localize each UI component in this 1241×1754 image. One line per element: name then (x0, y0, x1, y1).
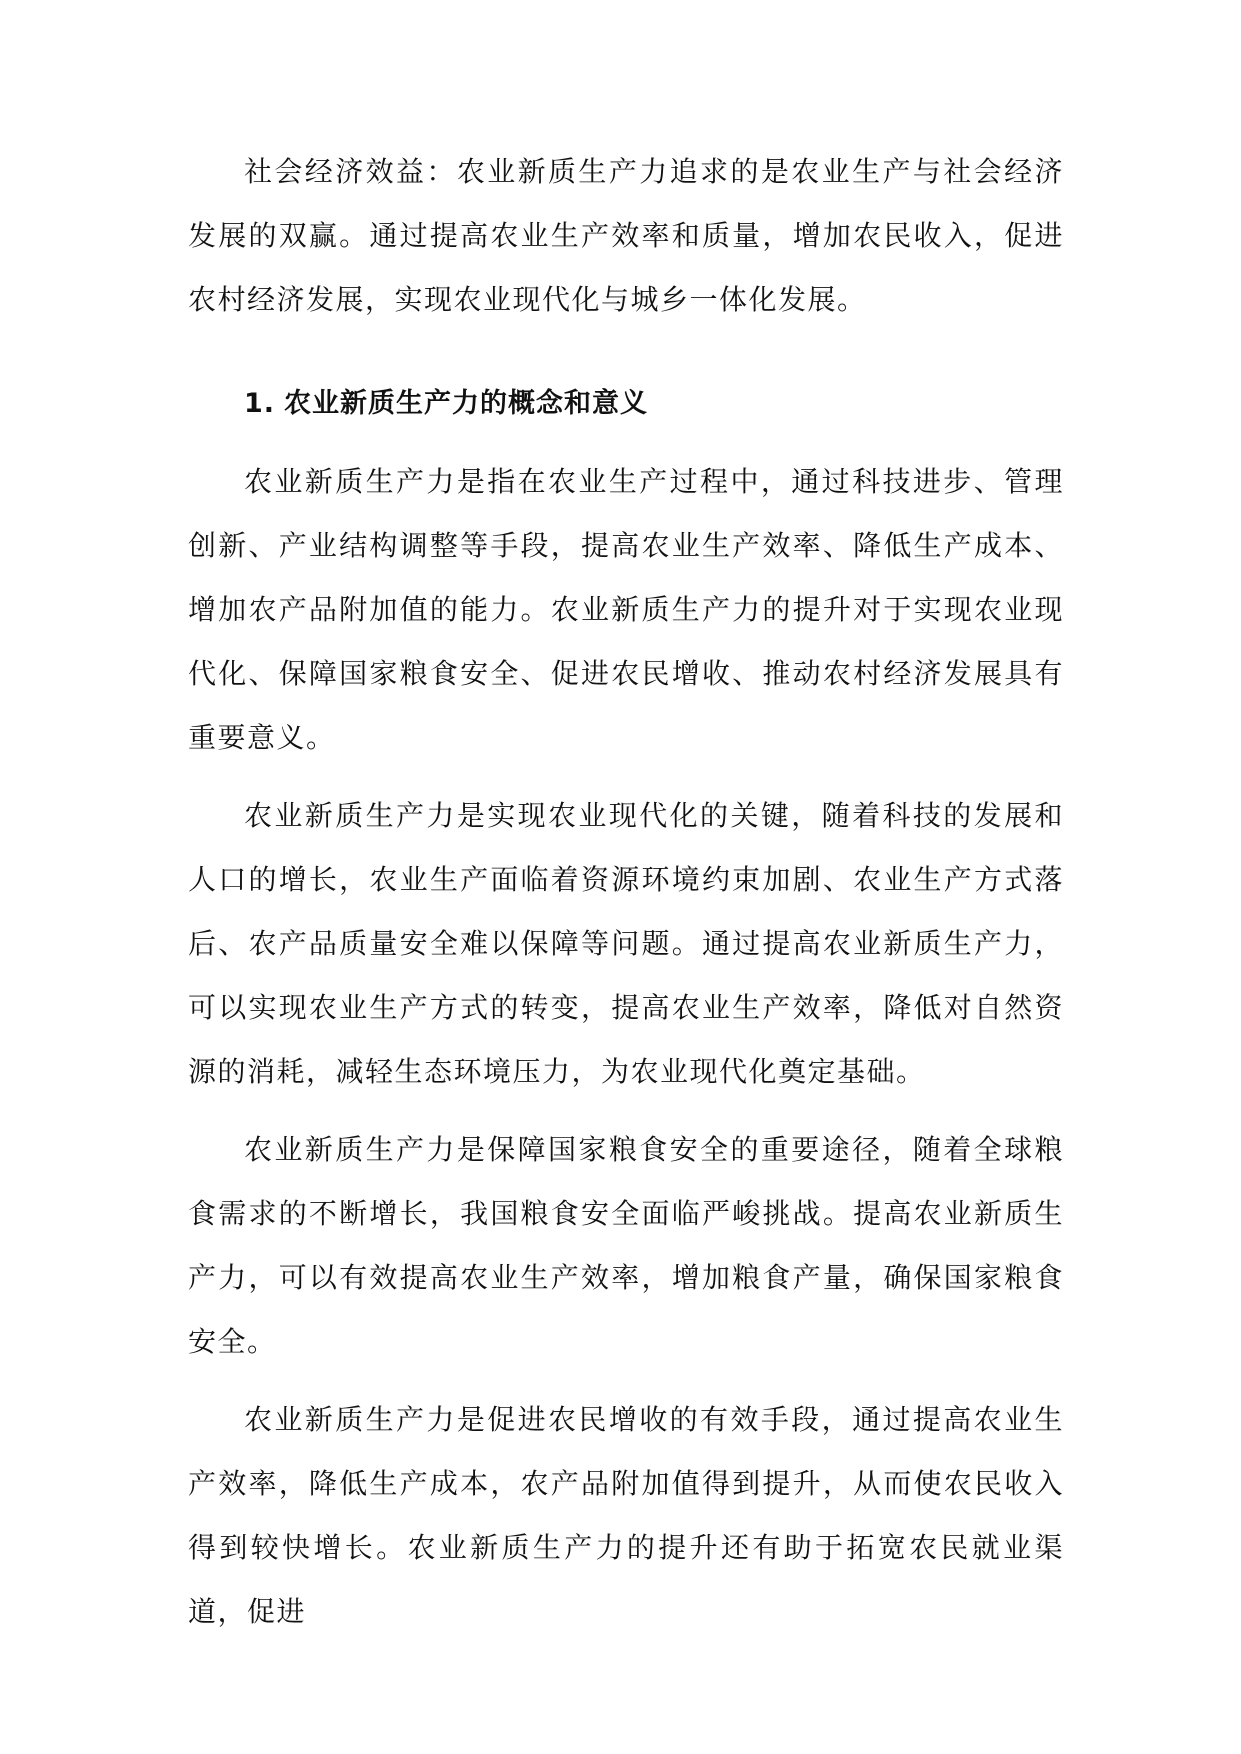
intro-paragraph: 社会经济效益：农业新质生产力追求的是农业生产与社会经济发展的双赢。通过提高农业生产效率和质量，增加农民收入，促进农村经济发展，实现农业现代化与城乡一体化发展。 (188, 155, 1064, 316)
body-paragraph: 农业新质生产力是促进农民增收的有效手段，通过提高农业生产效率，降低生产成本，农产品附加值得到提升，从而使农民收入得到较快增长。农业新质生产力的提升还有助于拓宽农民就业渠道，促进 (188, 1403, 1064, 1628)
section-number: 1. (244, 388, 276, 419)
body-paragraph: 农业新质生产力是指在农业生产过程中，通过科技进步、管理创新、产业结构调整等手段，提高农业生产效率、降低生产成本、增加农产品附加值的能力。农业新质生产力的提升对于实现农业现代化、保障国家粮食安全、促进农民增收、推动农村经济发展具有重要意义。 (188, 465, 1064, 754)
section-title: 农业新质生产力的概念和意义 (284, 388, 648, 419)
body-paragraph: 农业新质生产力是保障国家粮食安全的重要途径，随着全球粮食需求的不断增长，我国粮食安全面临严峻挑战。提高农业新质生产力，可以有效提高农业生产效率，增加粮食产量，确保国家粮食安全。 (188, 1133, 1064, 1358)
document-body (188, 140, 1064, 1658)
section-heading (188, 372, 1064, 436)
body-paragraph: 农业新质生产力是实现农业现代化的关键，随着科技的发展和人口的增长，农业生产面临着资源环境约束加剧、农业生产方式落后、农产品质量安全难以保障等问题。通过提高农业新质生产力，可以实现农业生产方式的转变，提高农业生产效率，降低对自然资源的消耗，减轻生态环境压力，为农业现代化奠定基础。 (188, 799, 1064, 1088)
